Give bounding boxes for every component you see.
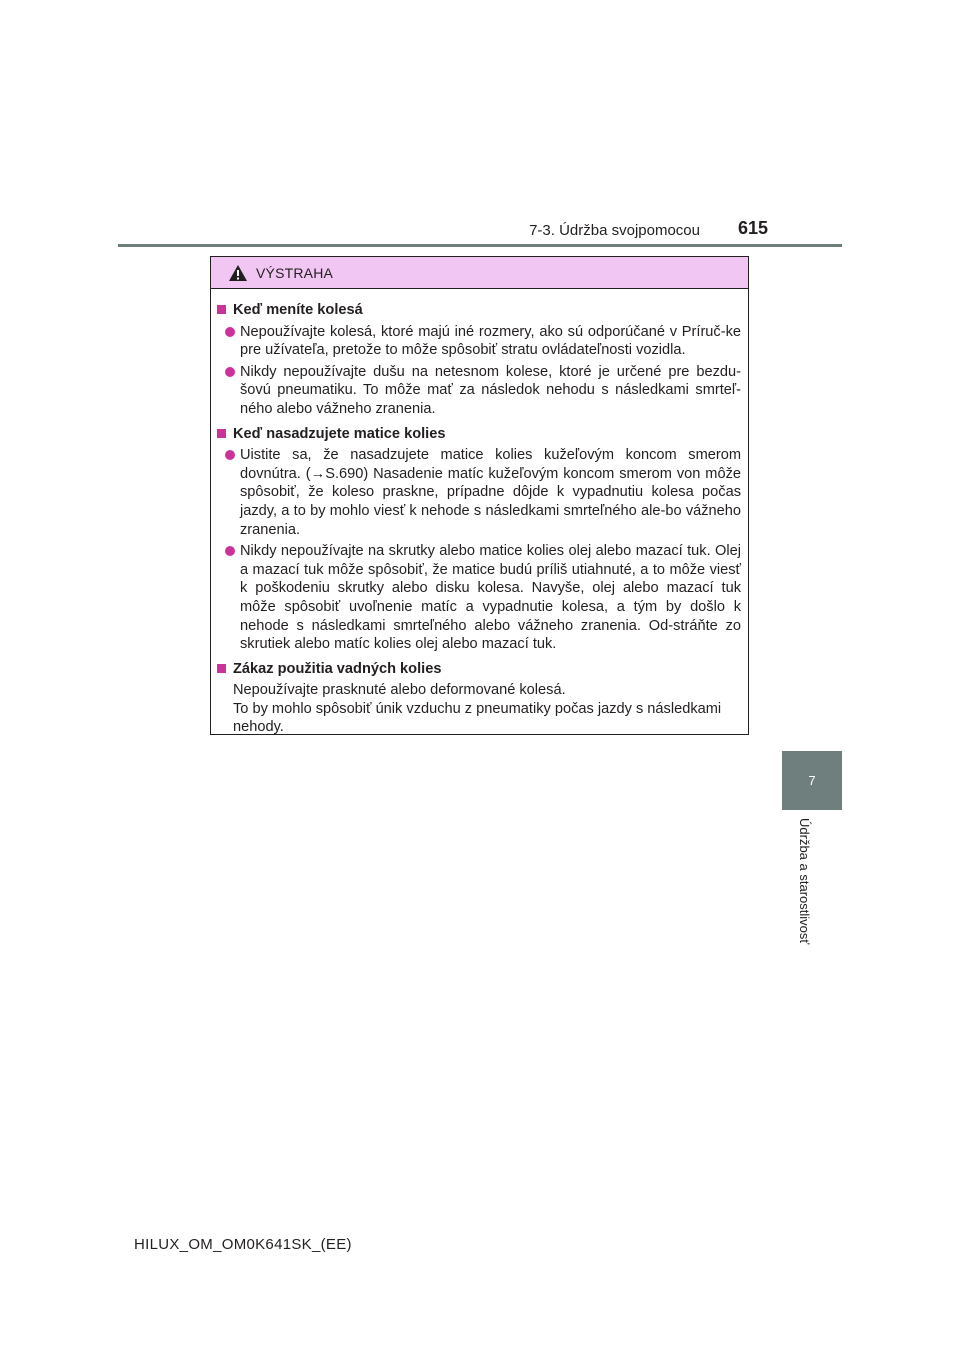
dot-bullet-icon xyxy=(225,367,235,377)
section-heading: Keď nasadzujete matice kolies xyxy=(233,425,446,442)
dot-bullet-icon xyxy=(225,327,235,337)
paragraph-line: To by mohlo spôsobiť únik vzduchu z pneumatiky počas jazdy s následkami nehody. xyxy=(233,700,722,736)
header-section-title: 7-3. Údržba svojpomocou xyxy=(529,222,700,239)
chapter-number: 7 xyxy=(808,773,816,788)
warning-triangle-icon xyxy=(228,264,248,282)
warning-box xyxy=(210,256,749,735)
header-divider xyxy=(118,244,842,247)
section-defective-wheels xyxy=(217,660,741,737)
square-bullet-icon xyxy=(217,429,226,438)
bullet-text: Nikdy nepoužívajte dušu na netesnom kolese, ktoré je určené pre bezdu-šovú pneumatiku. To môže mať za následok nehodu s následkami smrteľ-ného alebo vážneho zranenia. xyxy=(240,363,741,417)
list-item xyxy=(217,446,741,539)
list-item xyxy=(217,542,741,654)
section-changing-wheels xyxy=(217,301,741,419)
document-code: HILUX_OM_OM0K641SK_(EE) xyxy=(134,1236,352,1253)
warning-body xyxy=(211,289,748,737)
list-item xyxy=(217,323,741,360)
paragraph-line: Nepoužívajte prasknuté alebo deformované kolesá. xyxy=(233,682,566,699)
chapter-tab xyxy=(782,751,842,810)
section-heading: Keď meníte kolesá xyxy=(233,302,363,318)
dot-bullet-icon xyxy=(225,450,235,460)
bullet-text: Uistite sa, že nasadzujete matice kolies kužeľovým koncom smerom dovnútra. (→S.690) Nasadenie matíc kužeľovým koncom smerom von môže spôsobiť, že koleso praskne, prípadne dôjde k vypadnutiu kolesa počas jazdy, a to by mohlo viesť k nehode s následkami smrteľného ale-bo vážneho zranenia. xyxy=(240,447,741,538)
dot-bullet-icon xyxy=(225,546,235,556)
warning-header xyxy=(211,257,748,289)
list-item xyxy=(217,363,741,419)
page-number: 615 xyxy=(738,218,769,238)
warning-title: VÝSTRAHA xyxy=(256,264,334,281)
bullet-text: Nikdy nepoužívajte na skrutky alebo matice kolies olej alebo mazací tuk. Olej a mazací tuk môže spôsobiť, že matice budú príliš utiahnuté, a to môže viesť k poškodeniu skrutky alebo disku kolesa. Navyše, olej alebo mazací tuk môže spôsobiť uvoľnenie matíc a vypadnutie kolesa, a tým by došlo k nehode s následkami smrteľného alebo vážneho zranenia. Od-stráňte zo skrutiek alebo matíc kolies olej alebo mazací tuk. xyxy=(240,543,741,653)
chapter-title-vertical: Údržba a starostlivosť xyxy=(797,818,812,945)
bullet-text: Nepoužívajte kolesá, ktoré majú iné rozmery, ako sú odporúčané v Príruč-ke pre užívateľa, pretože to môže spôsobiť stratu ovládateľnosti vozidla. xyxy=(240,323,741,359)
square-bullet-icon xyxy=(217,305,226,314)
section-heading: Zákaz použitia vadných kolies xyxy=(233,660,442,677)
section-wheel-nuts xyxy=(217,425,741,654)
square-bullet-icon xyxy=(217,664,226,673)
